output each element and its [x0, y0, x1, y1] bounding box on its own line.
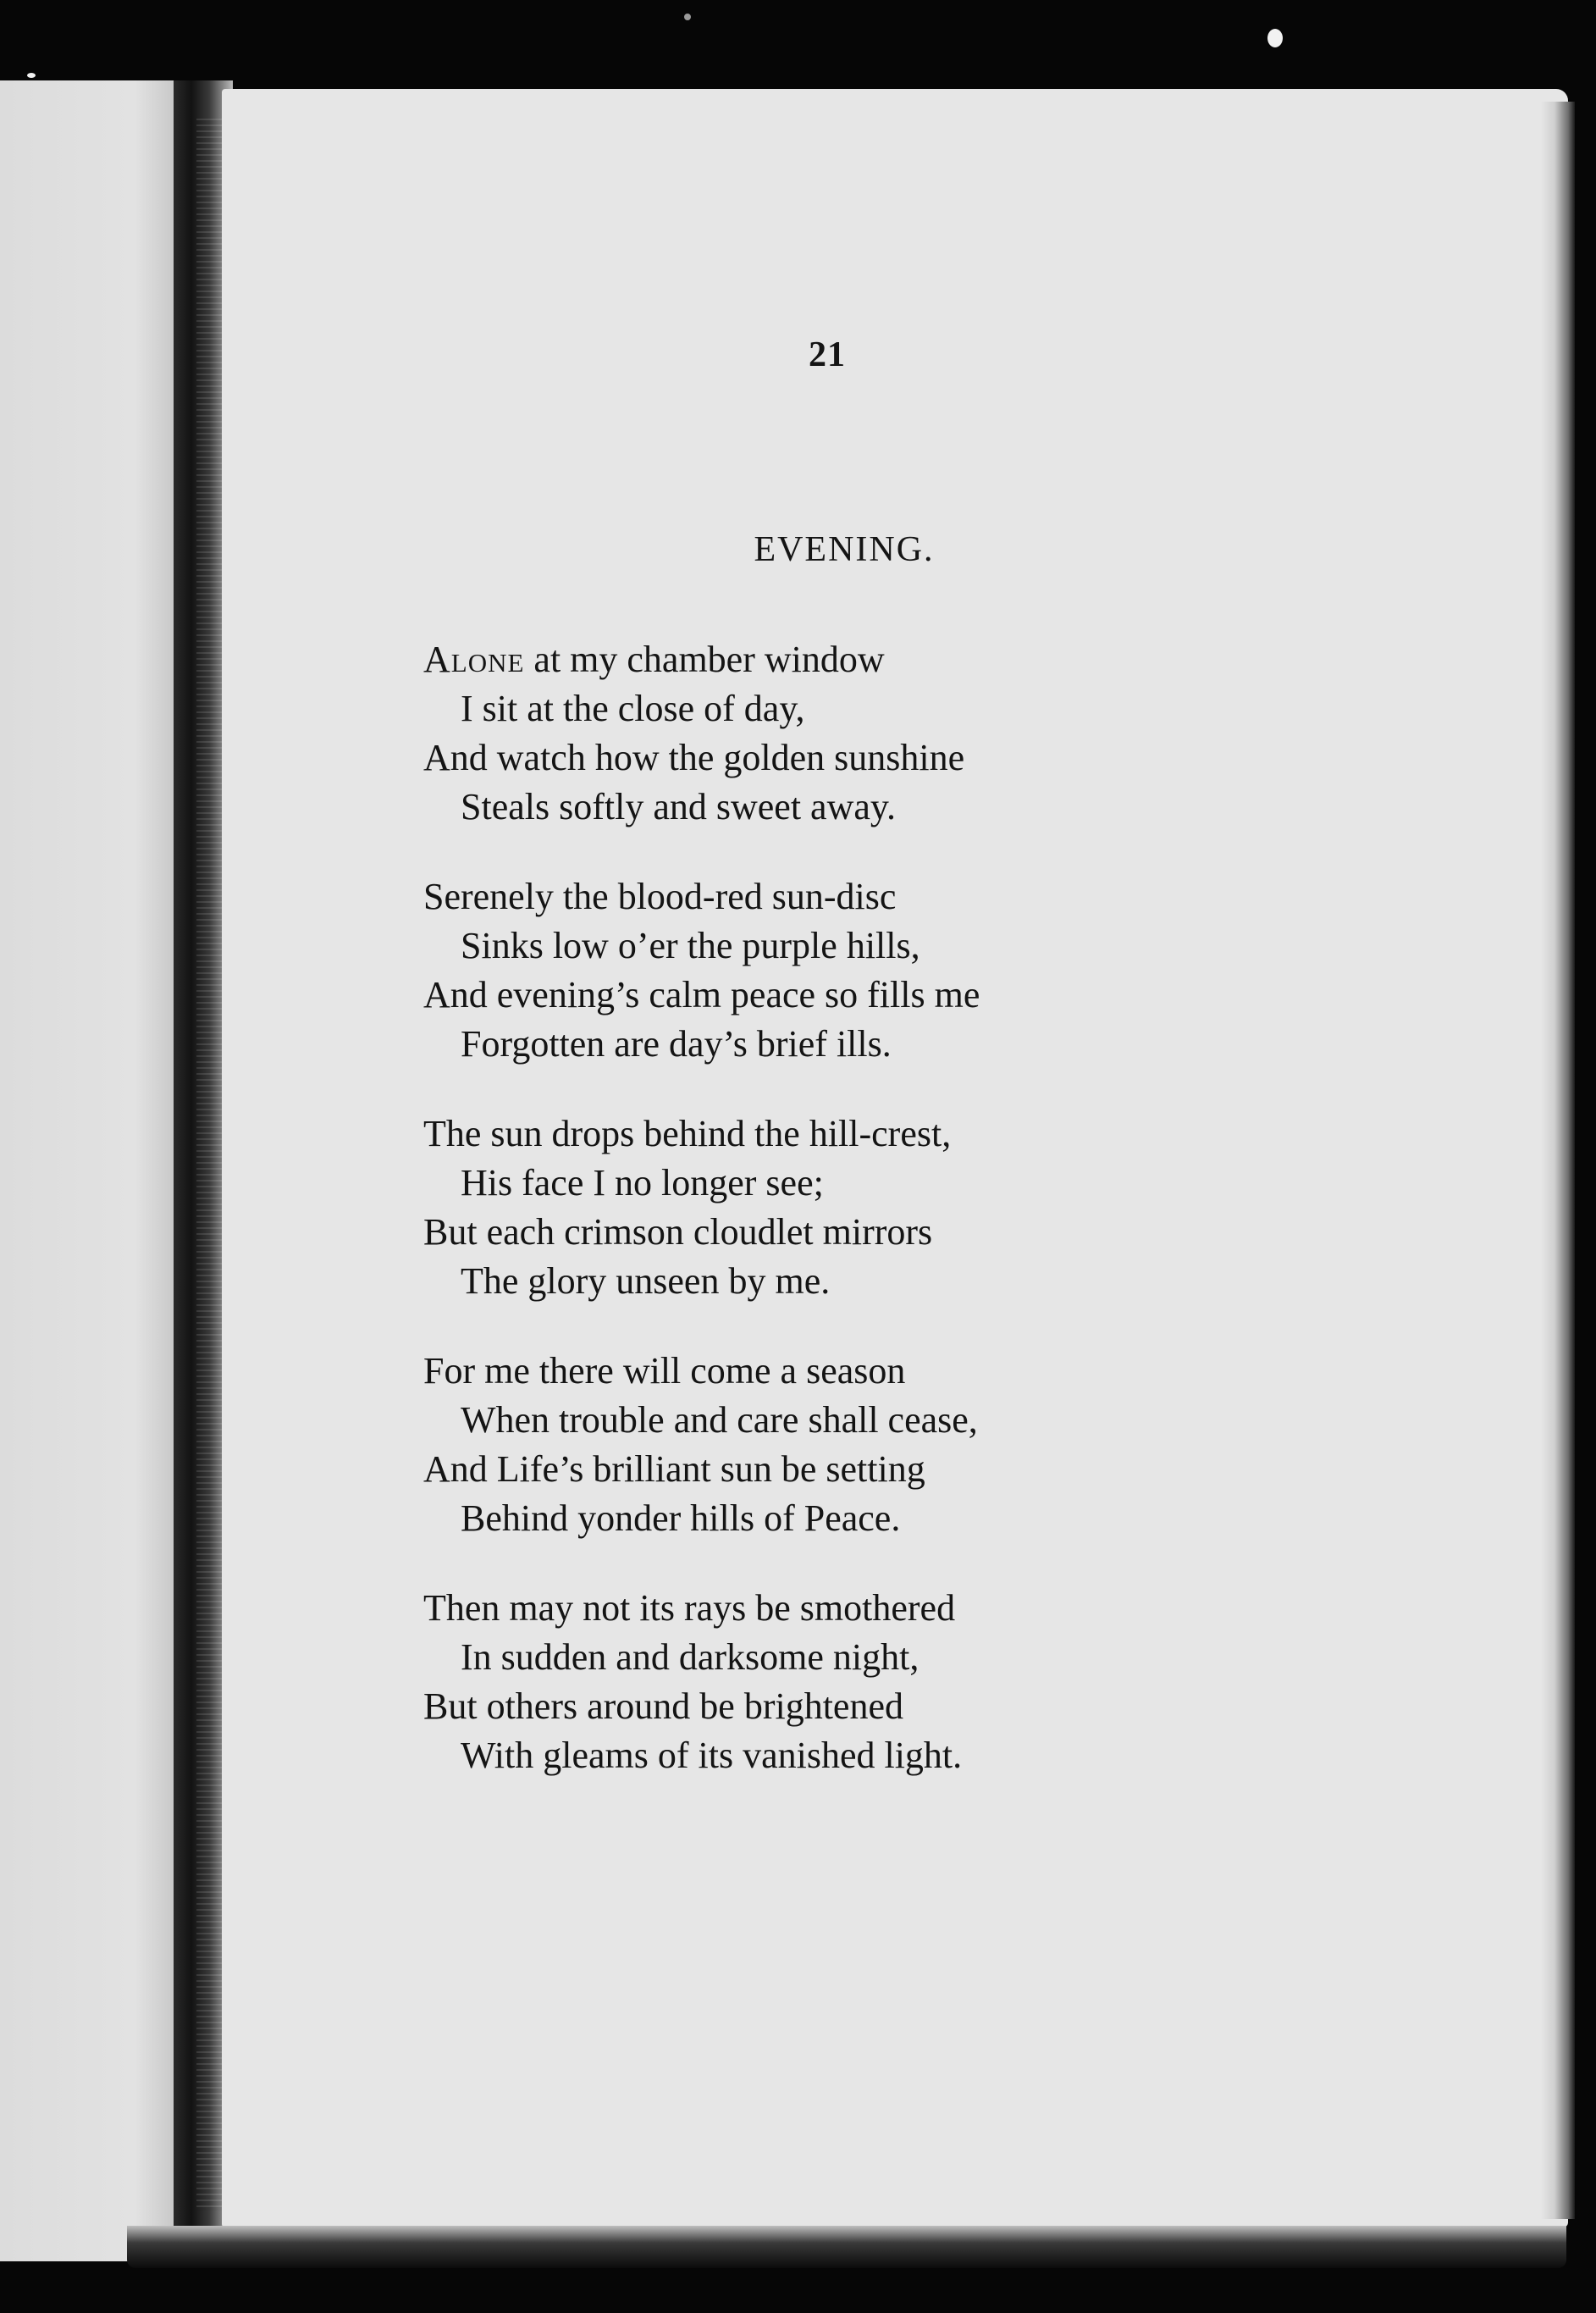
poem-line: I sit at the close of day,: [461, 688, 805, 729]
page-bottom-edge: [127, 2226, 1566, 2268]
poem-line: Steals softly and sweet away.: [461, 786, 897, 827]
poem-line: Then may not its rays be smothered: [423, 1587, 956, 1629]
poem-line: Forgotten are day’s brief ills.: [461, 1023, 892, 1065]
poem-line: And evening’s calm peace so fills me: [423, 974, 980, 1015]
poem-line: And Life’s brilliant sun be setting: [423, 1448, 925, 1490]
poem-line: But others around be brightened: [423, 1685, 903, 1727]
scan-speck: [27, 73, 36, 78]
poem-line: But each crimson cloudlet mirrors: [423, 1211, 933, 1253]
stanza-3: [423, 1109, 1355, 1306]
stanza-1: [423, 635, 1355, 832]
poem-line: And watch how the golden sunshine: [423, 737, 965, 778]
opening-word: Alone: [423, 639, 525, 680]
page-content: [222, 89, 1568, 2227]
poem-body: [423, 635, 1355, 1821]
poem-line: With gleams of its vanished light.: [461, 1735, 963, 1776]
poem-line: Behind yonder hills of Peace.: [461, 1497, 901, 1539]
poem-title: EVENING.: [754, 530, 935, 569]
stanza-2: [423, 872, 1355, 1069]
line-text: at my chamber window: [524, 639, 885, 680]
poem-line: His face I no longer see;: [461, 1162, 824, 1204]
stanza-5: [423, 1584, 1355, 1780]
poem-line: [423, 635, 1355, 684]
poem-line: The sun drops behind the hill-crest,: [423, 1113, 952, 1154]
page-number: 21: [809, 335, 846, 374]
poem-line: In sudden and darksome night,: [461, 1636, 919, 1678]
scan-speck: [1267, 29, 1283, 47]
poem-line: Serenely the blood-red sun-disc: [423, 876, 897, 917]
poem-line: Sinks low o’er the purple hills,: [461, 925, 920, 966]
poem-line: The glory unseen by me.: [461, 1260, 831, 1302]
facing-page-edge: [0, 80, 193, 2261]
poem-line: When trouble and care shall cease,: [461, 1399, 978, 1441]
scan-speck: [684, 14, 691, 20]
stanza-4: [423, 1347, 1355, 1543]
poem-line: For me there will come a season: [423, 1350, 906, 1392]
